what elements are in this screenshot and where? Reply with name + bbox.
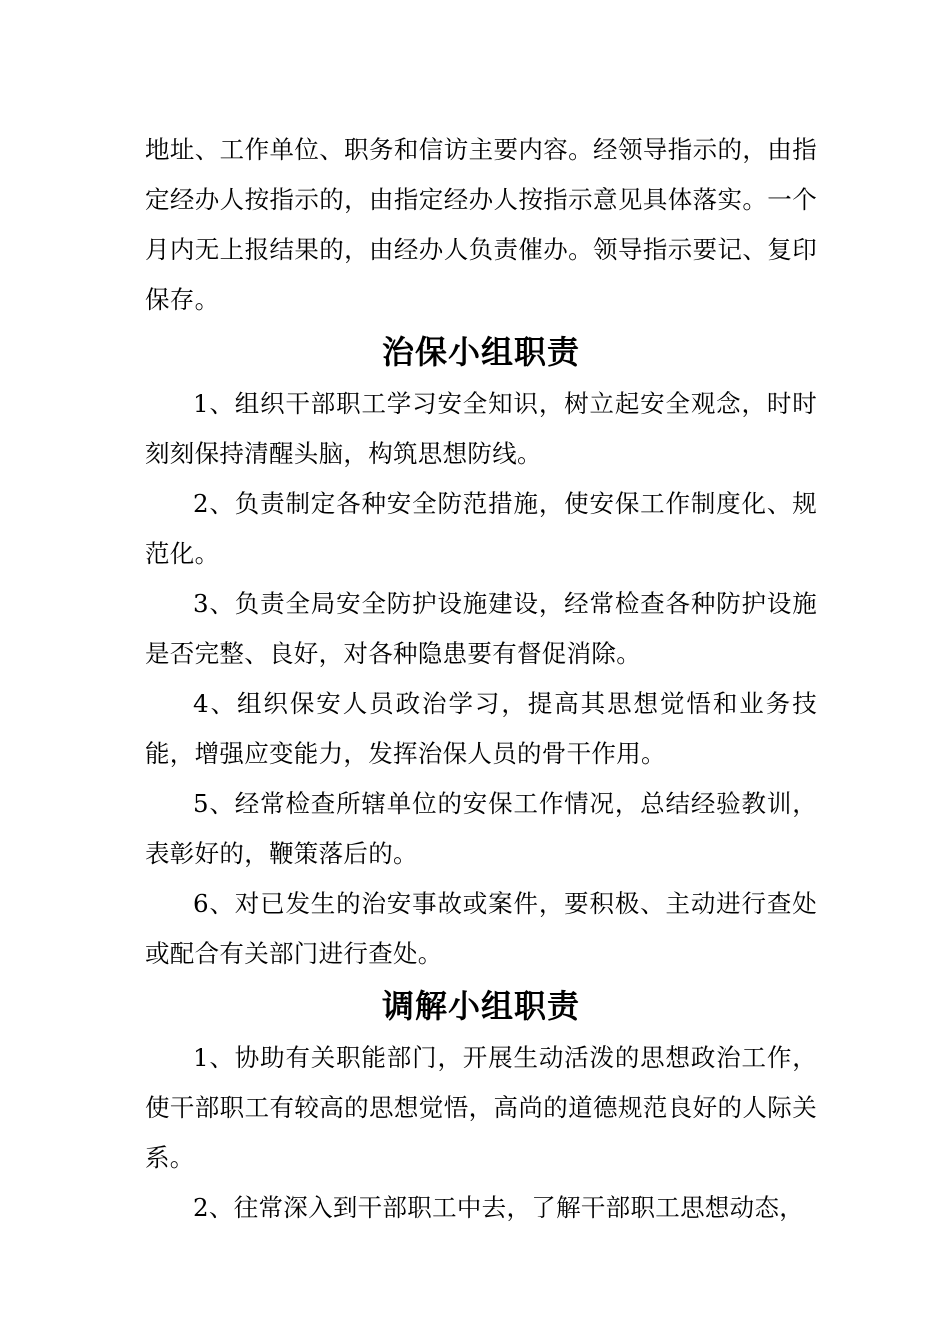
security-item-1: 1、组织干部职工学习安全知识，树立起安全观念，时时刻刻保持清醒头脑，构筑思想防线。 bbox=[145, 389, 817, 468]
security-item-5: 5、经常检查所辖单位的安保工作情况，总结经验教训，表彰好的，鞭策落后的。 bbox=[145, 789, 817, 868]
section-title-mediation: 调解小组职责 bbox=[381, 987, 580, 1025]
intro-paragraph: 地址、工作单位、职务和信访主要内容。经领导指示的，由指定经办人按指示的，由指定经办人按指示意见具体落实。一个月内无上报结果的，由经办人负责催办。领导指示要记、复印保存。 bbox=[145, 135, 817, 314]
security-item-4: 4、组织保安人员政治学习，提高其思想觉悟和业务技能，增强应变能力，发挥治保人员的骨干作用。 bbox=[145, 689, 817, 768]
document-page bbox=[145, 125, 817, 1233]
security-item-2: 2、负责制定各种安全防范措施，使安保工作制度化、规范化。 bbox=[145, 489, 817, 568]
security-item-3: 3、负责全局安全防护设施建设，经常检查各种防护设施是否完整、良好，对各种隐患要有督促消除。 bbox=[145, 589, 817, 668]
mediation-item-2: 2、往常深入到干部职工中去，了解干部职工思想动态， bbox=[193, 1193, 805, 1222]
section-title-security: 治保小组职责 bbox=[381, 333, 580, 371]
mediation-item-1: 1、协助有关职能部门，开展生动活泼的思想政治工作，使干部职工有较高的思想觉悟，高尚的道德规范良好的人际关系。 bbox=[145, 1043, 817, 1172]
security-item-6: 6、对已发生的治安事故或案件，要积极、主动进行查处或配合有关部门进行查处。 bbox=[145, 889, 817, 968]
